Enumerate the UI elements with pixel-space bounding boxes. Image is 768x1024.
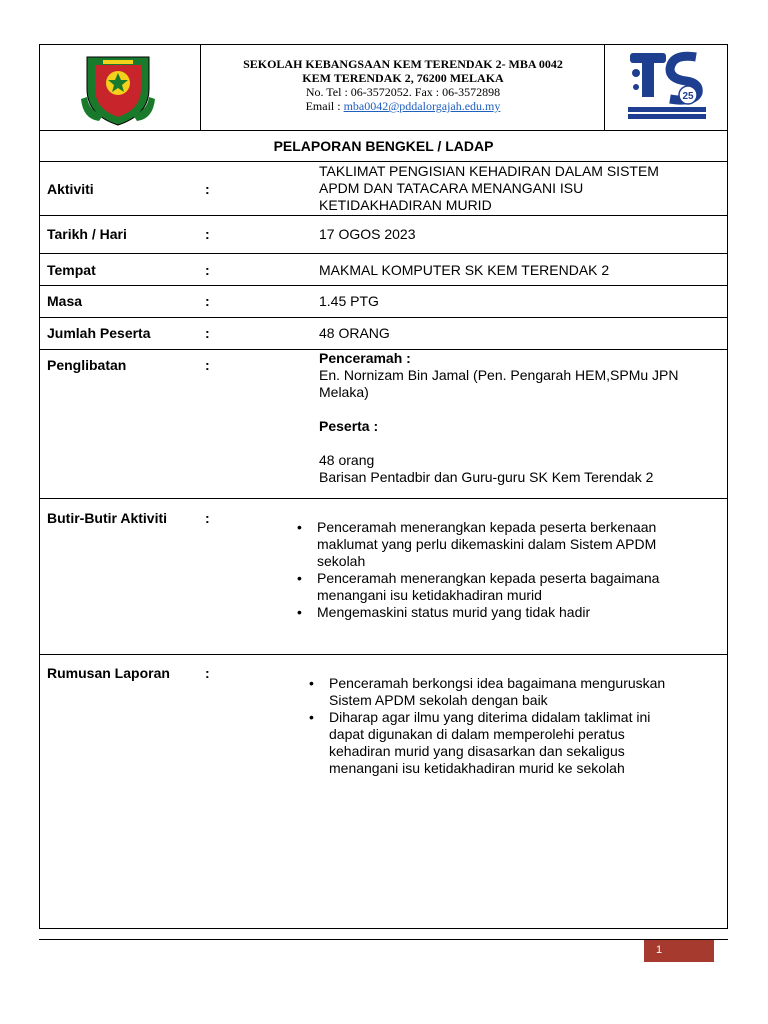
list-item-line: maklumat yang perlu dikemaskini dalam Sistem APDM: [317, 536, 657, 552]
colon: :: [205, 226, 210, 242]
list-item-line: • Penceramah berkongsi idea bagaimana menguruskan: [329, 675, 666, 691]
label-penglibatan: Penglibatan: [47, 357, 127, 373]
butir-aktiviti-list: [290, 519, 710, 621]
list-item: [290, 604, 710, 621]
colon: :: [205, 181, 210, 197]
label-aktiviti: Aktiviti: [47, 181, 94, 197]
school-email-line: [202, 99, 604, 113]
list-item-line: Sistem APDM sekolah dengan baik: [329, 692, 548, 708]
email-label: Email :: [305, 99, 341, 113]
row-divider: [40, 161, 727, 162]
list-item-line: • Mengemaskini status murid yang tidak hadir: [317, 604, 591, 620]
letterhead: [39, 44, 728, 131]
colon: :: [205, 357, 210, 373]
list-item-line: • Penceramah menerangkan kepada peserta berkenaan: [317, 519, 657, 535]
label-rumusan-laporan: Rumusan Laporan: [47, 665, 170, 681]
penceramah-line: Melaka): [319, 384, 369, 400]
footer-rule: [39, 939, 728, 940]
aktiviti-line: TAKLIMAT PENGISIAN KEHADIRAN DALAM SISTEM: [319, 163, 659, 179]
report-form: [39, 131, 728, 929]
colon: :: [205, 325, 210, 341]
list-item-line: kehadiran murid yang disasarkan dan sekaligus: [329, 743, 625, 759]
list-item-line: • Penceramah menerangkan kepada peserta bagaimana: [317, 570, 660, 586]
penceramah-heading: Penceramah :: [319, 350, 411, 366]
page-number: 1: [656, 944, 663, 956]
value-masa: 1.45 PTG: [319, 293, 379, 309]
ts25-logo: [628, 51, 706, 123]
label-tempat: Tempat: [47, 262, 96, 278]
list-item-line: menangani isu ketidakhadiran murid ke sekolah: [329, 760, 625, 776]
colon: :: [205, 293, 210, 309]
colon: :: [205, 510, 210, 526]
school-crest-logo: [79, 49, 157, 127]
list-item-line: dapat digunakan di dalam memperolehi peratus: [329, 726, 625, 742]
label-jumlah-peserta: Jumlah Peserta: [47, 325, 151, 341]
school-phone-fax: No. Tel : 06-3572052. Fax : 06-3572898: [305, 85, 501, 99]
school-address: KEM TERENDAK 2, 76200 MELAKA: [302, 71, 504, 85]
report-title: PELAPORAN BENGKEL / LADAP: [273, 138, 494, 154]
list-item: [290, 570, 710, 604]
penceramah-line: En. Nornizam Bin Jamal (Pen. Pengarah HEM,SPMu JPN: [319, 367, 679, 383]
list-item-line: menangani isu ketidakhadiran murid: [317, 587, 542, 603]
colon: :: [205, 262, 210, 278]
label-butir-aktiviti: Butir-Butir Aktiviti: [47, 510, 168, 526]
value-jumlah-peserta: 48 ORANG: [319, 325, 390, 341]
list-item: [290, 519, 710, 570]
school-info: [202, 57, 604, 113]
row-divider: [40, 253, 727, 254]
list-item-line: sekolah: [317, 553, 366, 569]
ts25-number: 25: [682, 91, 694, 102]
value-tempat: MAKMAL KOMPUTER SK KEM TERENDAK 2: [319, 262, 610, 278]
rumusan-laporan-list: [302, 675, 722, 777]
row-divider: [40, 285, 727, 286]
list-item: [302, 709, 722, 777]
peserta-line: 48 orang: [319, 452, 375, 468]
school-name: SEKOLAH KEBANGSAAN KEM TERENDAK 2- MBA 0042: [243, 57, 563, 71]
peserta-line: Barisan Pentadbir dan Guru-guru SK Kem Terendak 2: [319, 469, 654, 485]
value-aktiviti: [319, 163, 719, 214]
page-number-badge: [644, 940, 714, 962]
list-item-line: • Diharap agar ilmu yang diterima didalam taklimat ini: [329, 709, 651, 725]
email-link[interactable]: mba0042@pddalorgajah.edu.my: [343, 99, 501, 113]
value-tarikh: 17 OGOS 2023: [319, 226, 416, 242]
aktiviti-line: APDM DAN TATACARA MENANGANI ISU: [319, 180, 584, 196]
label-masa: Masa: [47, 293, 83, 309]
peserta-heading: Peserta :: [319, 418, 379, 434]
aktiviti-line: KETIDAKHADIRAN MURID: [319, 197, 492, 213]
label-tarikh: Tarikh / Hari: [47, 226, 127, 242]
row-divider: [40, 498, 727, 499]
list-item: [302, 675, 722, 709]
letterhead-divider-right: [604, 45, 605, 130]
letterhead-divider-left: [200, 45, 201, 130]
row-divider: [40, 317, 727, 318]
value-penglibatan: [319, 350, 719, 486]
row-divider: [40, 654, 727, 655]
colon: :: [205, 665, 210, 681]
row-divider: [40, 215, 727, 216]
